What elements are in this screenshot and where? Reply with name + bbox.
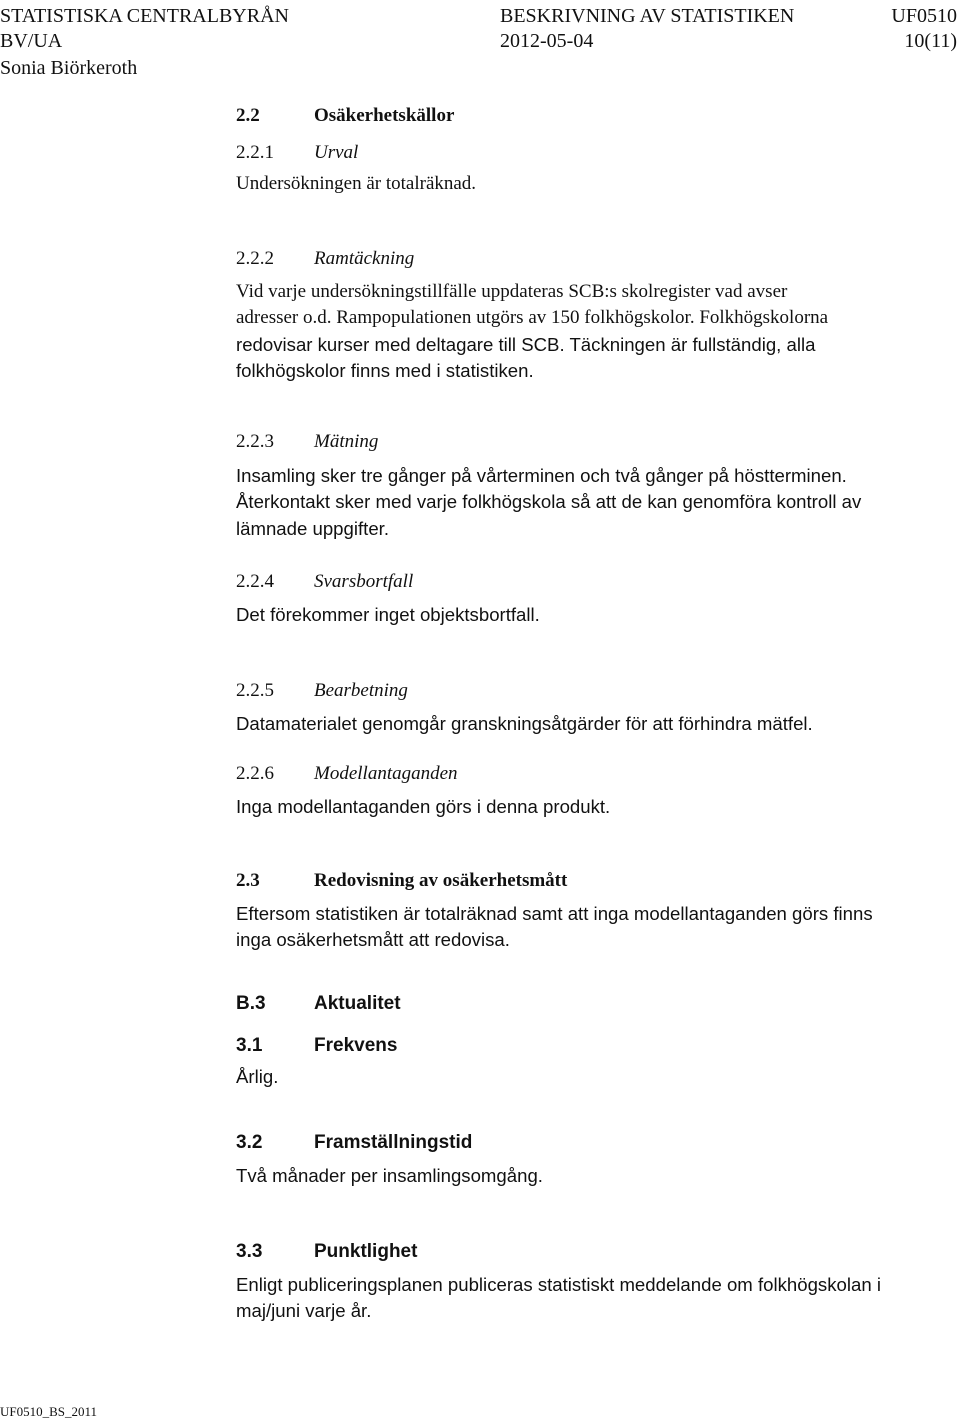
section-number: 3.2 (236, 1132, 263, 1153)
section-heading-2-2-3 (236, 426, 948, 456)
paragraph-line: lämnade uppgifter. (236, 517, 389, 539)
section-number: 3.1 (236, 1034, 263, 1056)
section-heading-2-2-2 (236, 243, 948, 273)
section-paragraph (236, 1272, 948, 1325)
header-organization: STATISTISKA CENTRALBYRÅN (0, 5, 289, 27)
section-heading-2-2-6 (236, 758, 948, 788)
section-heading-3-2 (236, 1127, 948, 1157)
page-footer (0, 1404, 97, 1420)
section-title: Bearbetning (314, 679, 408, 701)
section-title: Svarsbortfall (314, 571, 414, 592)
section-title: Aktualitet (314, 992, 401, 1014)
header-code: UF0510 (891, 5, 957, 27)
section-number: 2.2.1 (236, 142, 274, 163)
document-body (236, 100, 948, 1325)
paragraph-line: Insamling sker tre gånger på vårterminen och två gånger på höstterminen. (236, 464, 847, 486)
section-paragraph (236, 463, 948, 543)
section-heading-2-2-1 (236, 137, 948, 167)
section-title: Ramtäckning (314, 247, 415, 269)
paragraph-line: maj/juni varje år. (236, 1300, 372, 1321)
section-text: Inga modellantaganden görs i denna produkt. (236, 796, 611, 817)
section-title: Frekvens (314, 1034, 398, 1056)
paragraph-line: inga osäkerhetsmått att redovisa. (236, 929, 510, 950)
header-doc-type: BESKRIVNING AV STATISTIKEN (500, 5, 795, 27)
paragraph-line: Vid varje undersökningstillfälle uppdateras SCB:s skolregister vad avser (236, 280, 788, 302)
section-number: 3.3 (236, 1240, 263, 1262)
section-heading-3-1 (236, 1030, 948, 1060)
section-number: 2.2.6 (236, 763, 274, 784)
paragraph-line: folkhögskolor finns med i statistiken. (236, 360, 534, 381)
section-heading-2-3 (236, 865, 948, 895)
section-text: Det förekommer inget objektsbortfall. (236, 604, 540, 625)
paragraph-line: Återkontakt sker med varje folkhögskola så att de kan genomföra kontroll av (236, 491, 862, 512)
header-date: 2012-05-04 (500, 30, 594, 52)
header-unit: BV/UA (0, 30, 63, 52)
section-paragraph (236, 901, 948, 954)
section-text: Årlig. (236, 1065, 279, 1087)
section-title: Framställningstid (314, 1132, 473, 1153)
paragraph-line: redovisar kurser med deltagare till SCB. Täckningen är fullständig, alla (236, 333, 816, 355)
section-heading-b-3 (236, 988, 948, 1018)
section-number: B.3 (236, 992, 266, 1014)
page-header (0, 0, 960, 81)
header-page-number: 10(11) (904, 30, 957, 52)
section-text: Datamaterialet genomgår granskningsåtgärder för att förhindra mätfel. (236, 712, 813, 734)
section-number: 2.2.2 (236, 247, 274, 269)
section-text: Två månader per insamlingsomgång. (236, 1165, 543, 1186)
footer-code: UF0510_BS_2011 (0, 1404, 98, 1419)
section-title: Punktlighet (314, 1240, 418, 1262)
section-number: 2.3 (236, 869, 260, 891)
section-title: Modellantaganden (314, 763, 458, 784)
section-text: Undersökningen är totalräknad. (236, 173, 477, 194)
section-number: 2.2.5 (236, 679, 274, 701)
paragraph-line: Eftersom statistiken är totalräknad samt att inga modellantaganden görs finns (236, 902, 873, 924)
section-heading-2-2-4 (236, 566, 948, 596)
section-title: Osäkerhetskällor (314, 105, 455, 126)
section-heading-3-3 (236, 1236, 948, 1266)
section-number: 2.2 (236, 105, 260, 126)
paragraph-line: Enligt publiceringsplanen publiceras statistiskt meddelande om folkhögskolan i (236, 1273, 881, 1295)
section-title: Mätning (314, 430, 379, 452)
section-title: Urval (314, 142, 359, 163)
section-heading-2-2-5 (236, 675, 948, 705)
section-heading-2-2 (236, 100, 948, 130)
section-number: 2.2.4 (236, 571, 274, 592)
header-author: Sonia Biörkeroth (0, 57, 138, 79)
section-paragraph (236, 279, 948, 385)
paragraph-line: adresser o.d. Rampopulationen utgörs av 150 folkhögskolor. Folkhögskolorna (236, 307, 829, 328)
section-number: 2.2.3 (236, 430, 274, 452)
section-title: Redovisning av osäkerhetsmått (314, 869, 568, 891)
